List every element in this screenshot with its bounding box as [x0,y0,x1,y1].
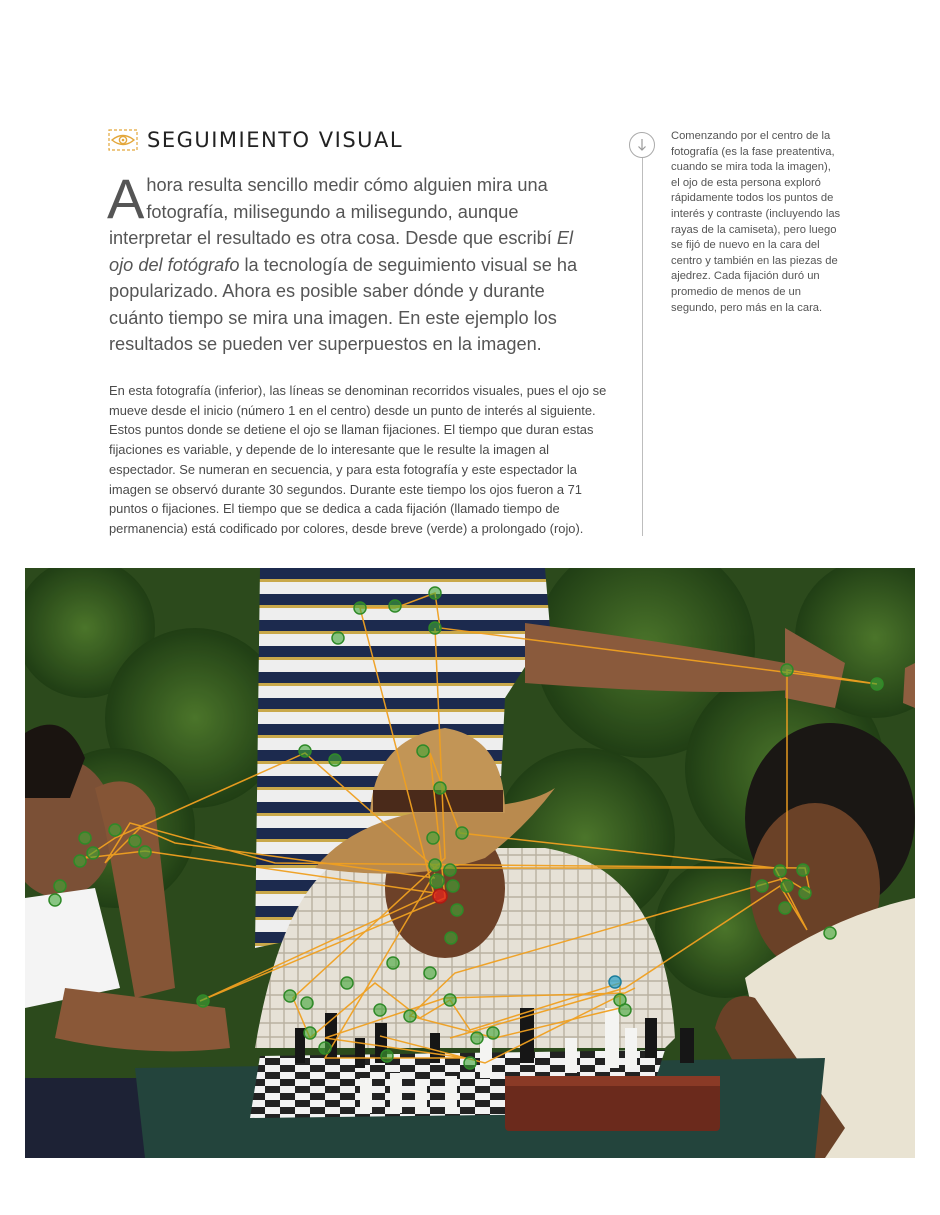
fixation-mid [609,976,621,988]
section-title: SEGUIMIENTO VISUAL [147,128,404,152]
caption-text: Comenzando por el centro de la fotografía (es la fase preatentiva, cuando se mira toda la imagen), el ojo de esta persona exploró rápidamente todos los puntos de interés y contraste (incluyendo las rayas de la camiseta), pero luego se fijó de nuevo en la cara del centro y también en las piezas de ajedrez. Cada fijación duró un promedio de menos de un segundo, pero más en la cara. [671,130,841,314]
photo-illustration [25,568,915,1158]
drop-cap: A [107,167,145,230]
intro-text-1: hora resulta sencillo medir cómo alguien mira una fotografía, milisegundo a milisegundo, aunque interpretar el resultado es otra cosa. Desde que escribí [109,175,557,248]
eye-icon [108,129,138,151]
body-paragraph [109,381,614,539]
sidebar-caption [671,129,841,316]
fixation-long [433,889,447,903]
book-title: El ojo del fotógrafo [109,228,574,275]
arrow-down-icon [628,131,656,159]
intro-text-2: la tecnología de seguimiento visual se ha popularizado. Ahora es posible saber dónde y durante cuánto tiempo se mira una imagen. En este ejemplo los resultados se pueden ver superpuestos en la imagen. [109,254,578,354]
intro-paragraph [107,167,599,358]
sidebar-rule [642,158,643,536]
eye-tracking-photo [25,568,915,1158]
body-text: En esta fotografía (inferior), las líneas se denominan recorridos visuales, pues el ojo se mueve desde el inicio (número 1 en el centro) desde un punto de interés al siguiente. Estos puntos donde se detiene el ojo se llaman fijaciones. El tiempo que duran estas fijaciones es variable, y depende de lo interesante que le resulte la imagen al espectador. Se numeran en secuencia, y para esta fotografía y este espectador la imagen se observó durante 30 segundos. Durante este tiempo los ojos fueron a 71 puntos o fijaciones. El tiempo que se dedica a cada fijación (llamado tiempo de permanencia) está codificado por colores, desde breve (verde) a prolongado (rojo). [109,383,607,536]
section-heading [108,128,403,152]
